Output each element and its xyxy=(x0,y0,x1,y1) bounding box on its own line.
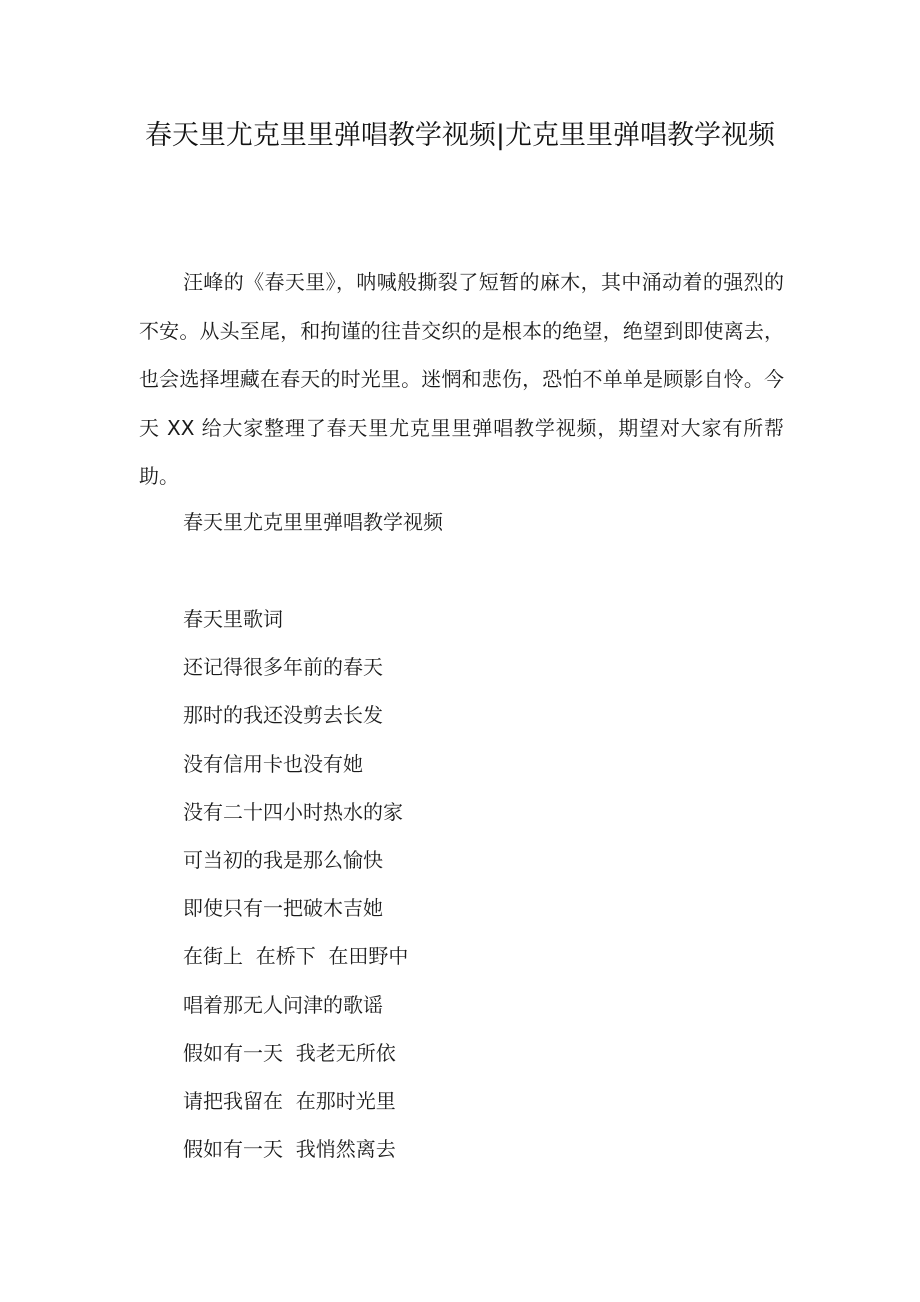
document-title: 春天里尤克里里弹唱教学视频|尤克里里弹唱教学视频 xyxy=(144,120,776,151)
lyrics-list xyxy=(183,595,408,1173)
section-subheading: 春天里尤克里里弹唱教学视频 xyxy=(183,510,443,534)
lyrics-heading: 春天里歌词 xyxy=(183,607,283,631)
lyric-line: 还记得很多年前的春天 xyxy=(183,655,383,680)
lyric-line: 假如有一天 我悄然离去 xyxy=(183,1137,396,1162)
lyric-line: 唱着那无人问津的歌谣 xyxy=(183,992,383,1017)
lyric-line: 可当初的我是那么愉快 xyxy=(183,847,383,872)
lyric-line: 那时的我还没剪去长发 xyxy=(183,703,383,728)
lyric-line: 在街上 在桥下 在田野中 xyxy=(183,944,409,969)
lyric-line: 即使只有一把破木吉她 xyxy=(183,896,383,921)
intro-paragraph: 汪峰的《春天里》，呐喊般撕裂了短暂的麻木，其中涌动着的强烈的不安。从头至尾，和拘谨的往昔交织的是根本的绝望，绝望到即使离去，也会选择埋藏在春天的时光里。迷惘和悲伤，恐怕不单单是顾影自怜。今天 XX 给大家整理了春天里尤克里里弹唱教学视频，期望对大家有所帮助。 xyxy=(139,270,784,488)
lyric-line: 没有二十四小时热水的家 xyxy=(183,799,403,824)
lyric-line: 请把我留在 在那时光里 xyxy=(183,1088,396,1113)
lyric-line: 没有信用卡也没有她 xyxy=(183,751,363,776)
lyric-line: 假如有一天 我老无所依 xyxy=(183,1040,396,1065)
